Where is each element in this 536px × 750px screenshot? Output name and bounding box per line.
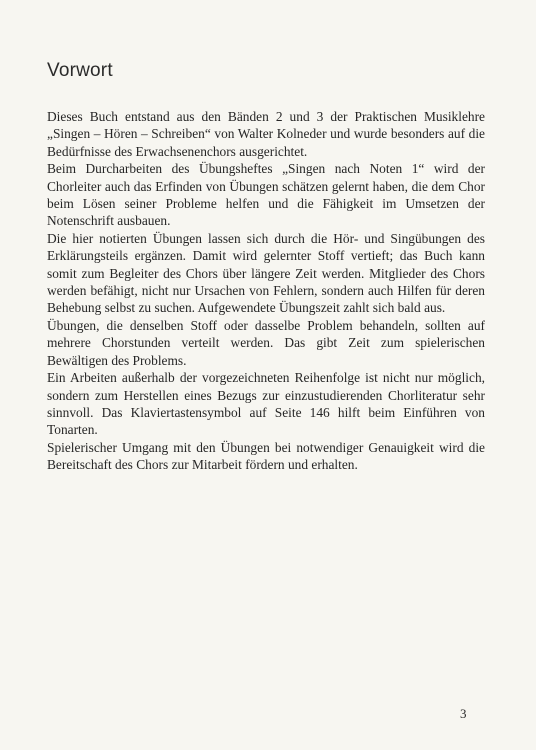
page-title: Vorwort bbox=[47, 60, 113, 81]
paragraph-5: Ein Arbeiten außerhalb der vorgezeichneten Reihenfolge ist nicht nur möglich, sondern zum Herstellen eines Bezugs zur einzustudierenden Chorliteratur sehr sinnvoll. Das Klaviertastensymbol auf Seite 146 hilft beim Einführen von Tonarten. bbox=[47, 370, 485, 438]
paragraph-6: Spielerischer Umgang mit den Übungen bei notwendiger Genauigkeit wird die Bereitschaft des Chors zur Mitarbeit fördern und erhalten. bbox=[47, 439, 485, 473]
paragraph-2: Beim Durcharbeiten des Übungsheftes „Singen nach Noten 1“ wird der Chorleiter auch das Erfinden von Übungen schätzen gelernt haben, die dem Chor beim Lösen seiner Probleme helfen und die Fähigkeit im Umsetzen der Notenschrift ausbauen. bbox=[47, 161, 485, 229]
paragraph-3: Die hier notierten Übungen lassen sich durch die Hör- und Singübungen des Erklärungsteils ergänzen. Damit wird gelernter Stoff vertieft; das Buch kann somit zum Begleiter des Chors über längere Zeit werden. Mitglieder des Chors werden befähigt, nicht nur Ursachen von Fehlern, sondern auch Hilfen für deren Behebung selbst zu suchen. Aufgewendete Übungszeit zahlt sich bald aus. bbox=[47, 230, 485, 316]
paragraph-4: Übungen, die denselben Stoff oder dasselbe Problem behandeln, sollten auf mehrere Chorstunden verteilt werden. Das gibt Zeit zum spielerischen Bewältigen des Problems. bbox=[47, 317, 485, 368]
preface-body bbox=[47, 108, 485, 474]
paragraph-1: Dieses Buch entstand aus den Bänden 2 und 3 der Praktischen Musiklehre „Singen – Hören – Schreiben“ von Walter Kolneder und wurde besonders auf die Bedürfnisse des Erwachsenenchors ausgerichtet. bbox=[47, 109, 485, 159]
page-number: 3 bbox=[460, 706, 467, 721]
